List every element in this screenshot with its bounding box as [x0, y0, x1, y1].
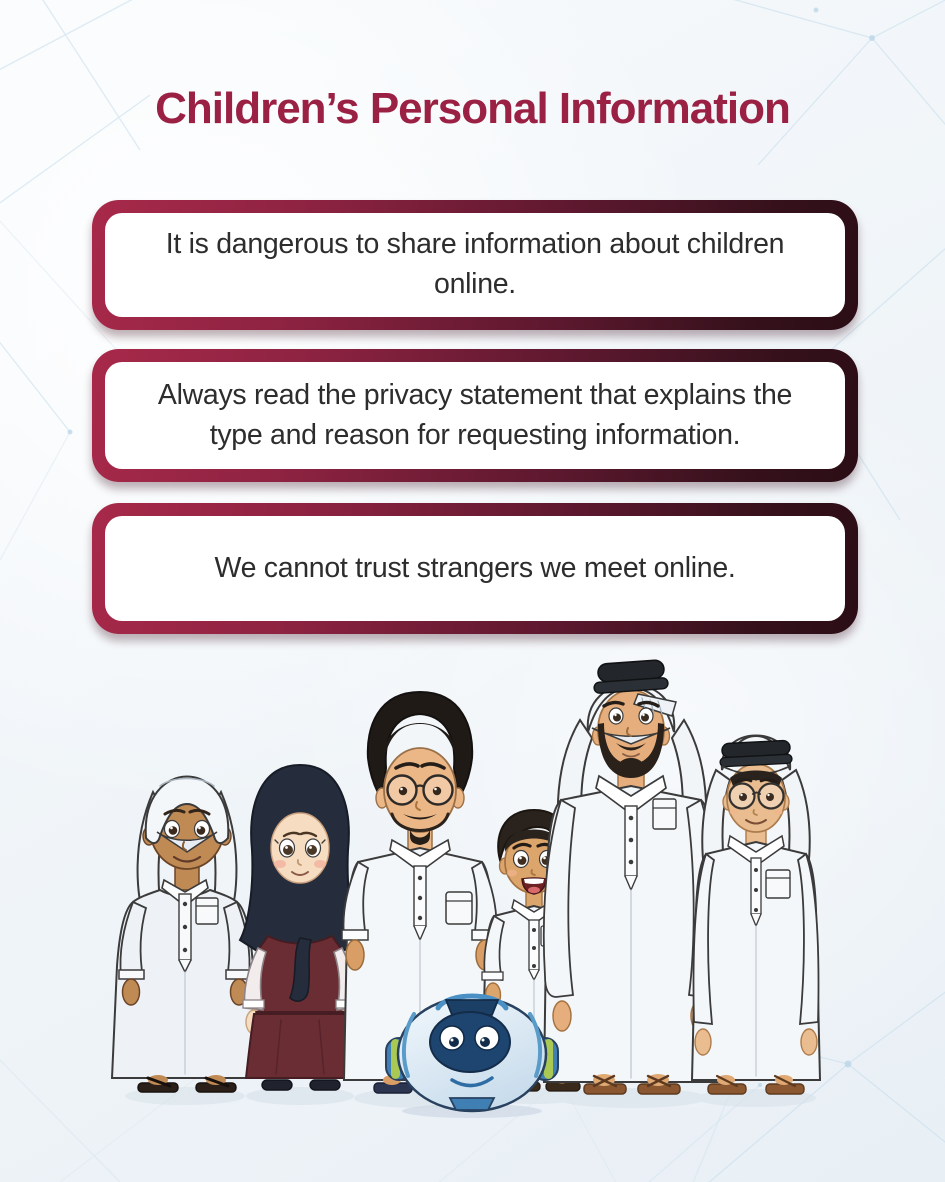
info-card-3 — [92, 503, 858, 634]
info-card-3-panel — [105, 516, 845, 621]
figure-tall-man-agal — [544, 660, 718, 1094]
info-card-1 — [92, 200, 858, 330]
info-card-2-text: Always read the privacy statement that explains the type and reason for requesting information. — [157, 378, 793, 451]
family-illustration — [0, 640, 945, 1122]
figure-woman-hijab — [240, 765, 360, 1090]
info-card-2-panel — [105, 362, 845, 469]
info-card-3-text: We cannot trust strangers we meet online. — [214, 551, 736, 584]
page-title: Children’s Personal Information — [155, 84, 790, 133]
info-card-2 — [92, 349, 858, 482]
info-card-1-panel — [105, 213, 845, 317]
figure-boy-glasses — [692, 736, 820, 1095]
figure-boy-ghutra — [112, 777, 258, 1093]
info-card-1-text: It is dangerous to share information about children online. — [165, 228, 785, 300]
